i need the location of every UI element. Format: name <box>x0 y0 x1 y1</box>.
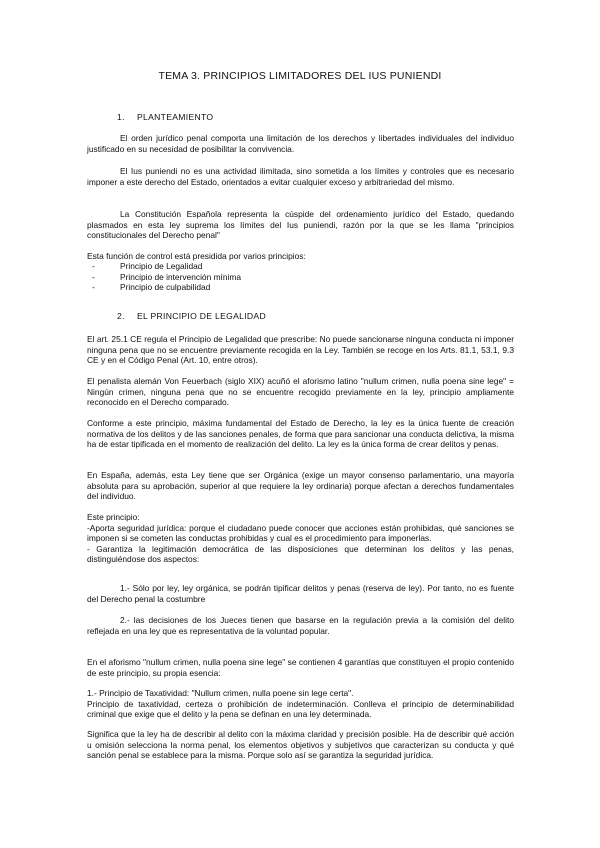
section-1-paragraph-1: El orden jurídico penal comporta una limitación de los derechos y libertades individuales del individuo justificado en su necesidad de posibilitar la convivencia. <box>87 133 514 154</box>
taxatividad-description: Principio de taxatividad, certeza o prohibición de indeterminación. Conlleva el principio de determinabilidad criminal que exige que el delito y la pena se definan en una ley determinada. <box>87 698 514 719</box>
taxatividad-block <box>87 688 514 720</box>
aspect-1: 1.- Sólo por ley, ley orgánica, se podrán tipificar delitos y penas (reserva de ley). Por tanto, no es fuente del Derecho penal la costumbre <box>87 583 514 604</box>
aspect-2: 2.- las decisiones de los Jueces tienen que basarse en la regulación previa a la comisión del delito reflejada en una ley que es representativa de la voluntad popular. <box>87 615 514 636</box>
section-2-paragraph-3: Conforme a este principio, máxima fundamental del Estado de Derecho, la ley es la única fuente de creación normativa de los delitos y de las sanciones penales, de forma que para sancionar una conducta delictiva, la misma ha de estar tipificada en el momento de realización del delito. La ley es la única forma de crear delitos y penas. <box>87 418 514 449</box>
benefits-intro: Este principio: <box>87 512 140 522</box>
principles-intro: Esta función de control está presidida por varios principios: <box>87 251 306 261</box>
section-2-title: EL PRINCIPIO DE LEGALIDAD <box>137 311 266 321</box>
list-item: - Principio de culpabilidad <box>87 282 241 293</box>
section-2-number: 2. <box>117 311 125 321</box>
benefit-legal-certainty: -Aporta seguridad jurídica: porque el ciudadano puede conocer que acciones están prohibidas, qué sanciones se imponen si se cometen las conductas prohibidas y cual es el procedimiento para imponerlas. <box>87 522 514 543</box>
list-item: - Principio de Legalidad <box>87 261 241 272</box>
section-2-paragraph-6: En el aforismo "nullum crimen, nulla poena sine lege" se contienen 4 garantías que constituyen el propio contenido de este principio, su propia esencia: <box>87 657 514 678</box>
principle-benefits <box>87 512 514 565</box>
section-2-paragraph-2: El penalista alemán Von Feuerbach (siglo XIX) acuñó el aforismo latino "nullum crimen, nulla poena sine lege" = Ningún crimen, ninguna pena que no se encuentre recogido previamente en la ley, principio ampliamente reconocido en el Derecho comparado. <box>87 376 514 407</box>
section-1-number: 1. <box>117 112 125 122</box>
section-2-paragraph-7: Significa que la ley ha de describir al delito con la máxima claridad y precisión posible. Ha de describir qué acción u omisión selecciona la norma penal, los elementos objetivos y subjetivos que caracterizan su conducta y qué sanción penal se establece para la misma. Porque solo así se garantiza la seguridad jurídica. <box>87 729 514 760</box>
section-1-paragraph-2: El Ius puniendi no es una actividad ilimitada, sino sometida a los límites y controles que es necesario imponer a este derecho del Estado, orientados a evitar cualquier exceso y arbitrariedad del mismo. <box>87 166 514 187</box>
list-item: - Principio de intervención mínima <box>87 272 241 283</box>
taxatividad-heading: 1.- Principio de Taxatividad: "Nullum crimen, nulla poene sin lege certa". <box>87 688 354 698</box>
principles-list <box>87 261 241 293</box>
page-title: TEMA 3. PRINCIPIOS LIMITADORES DEL IUS PUNIENDI <box>158 70 442 82</box>
section-2-paragraph-1: El art. 25.1 CE regula el Principio de Legalidad que prescribe: No puede sancionarse ninguna conducta ni imponer ninguna pena que no se encuentre previamente recogida en la Ley. También se recoge en los Arts. 81.1, 53.1, 9.3 CE y en el Código Penal (Art. 10, entre otros). <box>87 334 514 365</box>
section-1-paragraph-3: La Constitución Española representa la cúspide del ordenamiento jurídico del Estado, quedando plasmados en esta ley suprema los límites del Ius puniendi, razón por la que se les llama "principios constitucionales del Derecho penal" <box>87 209 514 240</box>
section-1-title: PLANTEAMIENTO <box>137 112 214 122</box>
section-2-paragraph-4: En España, además, esta Ley tiene que ser Orgánica (exige un mayor consenso parlamentario, una mayoría absoluta para su aprobación, superior al que requiere la ley ordinaria) porque afectan a derechos fundamentales del individuo. <box>87 470 514 501</box>
benefit-democratic-legitimacy: - Garantiza la legitimación democrática de las disposiciones que determinan los delitos y las penas, distinguiéndose dos aspectos: <box>87 543 514 564</box>
